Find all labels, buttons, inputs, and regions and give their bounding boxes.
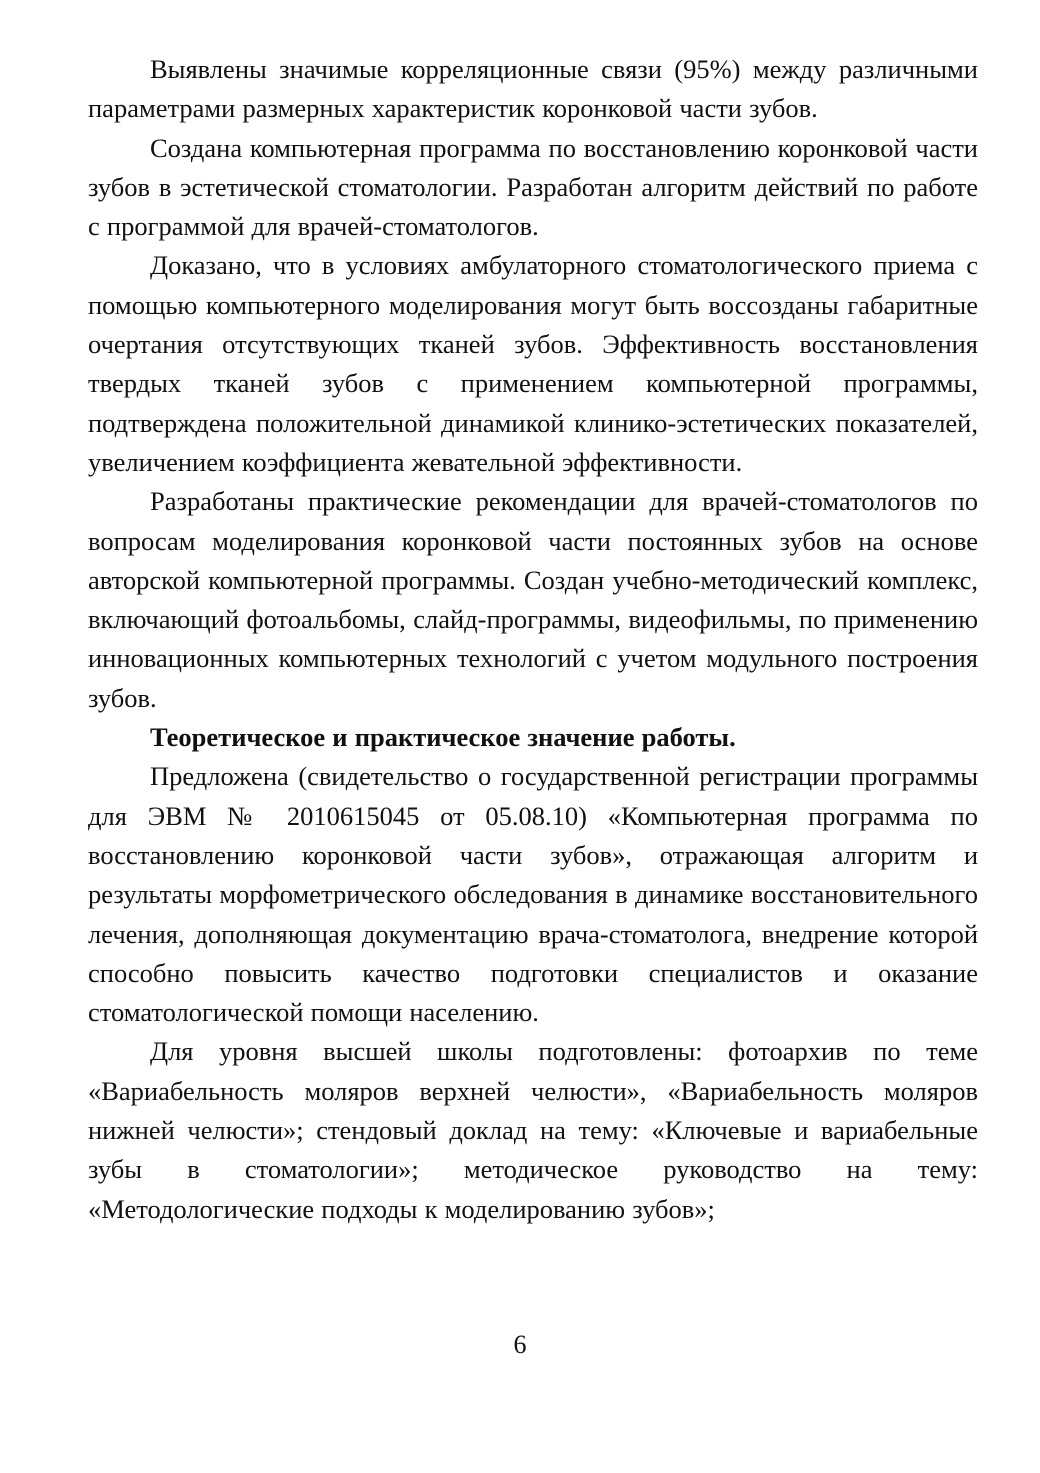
paragraph-higher-school: Для уровня высшей школы подготовлены: фотоархив по теме «Вариабельность моляров верхней челюсти», «Вариабельность моляров нижней челюсти»; стендовый доклад на тему: «Ключевые и вариабельные зубы в стоматологии»; методическое руководство на тему: «Методологические подходы к моделированию зубов»; <box>88 1036 978 1224</box>
paragraph-proven: Доказано, что в условиях амбулаторного стоматологического приема с помощью компьютерного моделирования могут быть воссозданы габаритные очертания отсутствующих тканей зубов. Эффективность восстановления твердых тканей зубов с применением компьютерной программы, подтверждена положительной динамикой клинико-эстетических показателей, увеличением коэффициента жевательной эффективности. <box>88 250 978 477</box>
section-heading: Теоретическое и практическое значение работы. <box>150 722 736 753</box>
paragraph-proposed: Предложена (свидетельство о государственной регистрации программы для ЭВМ № 2010615045 от 05.08.10) «Компьютерная программа по восстановлению коронковой части зубов», отражающая алгоритм и результаты морфометрического обследования в динамике восстановительного лечения, дополняющая документацию врача-стоматолога, внедрение которой способно повысить качество подготовки специалистов и оказание стоматологической помощи населению. <box>88 761 978 1028</box>
paragraph-recommendations: Разработаны практические рекомендации для врачей-стоматологов по вопросам моделирования коронковой части постоянных зубов на основе авторской компьютерной программы. Создан учебно-методический комплекс, включающий фотоальбомы, слайд-программы, видеофильмы, по применению инновационных компьютерных технологий с учетом модульного построения зубов. <box>88 486 978 713</box>
page-body <box>88 50 978 1229</box>
paragraph-computer-program: Создана компьютерная программа по восстановлению коронковой части зубов в эстетической стоматологии. Разработан алгоритм действий по работе с программой для врачей-стоматологов. <box>88 132 978 242</box>
page-number: 6 <box>513 1330 527 1359</box>
paragraph-correlations: Выявлены значимые корреляционные связи (95%) между различными параметрами размерных характеристик коронковой части зубов. <box>88 54 978 124</box>
